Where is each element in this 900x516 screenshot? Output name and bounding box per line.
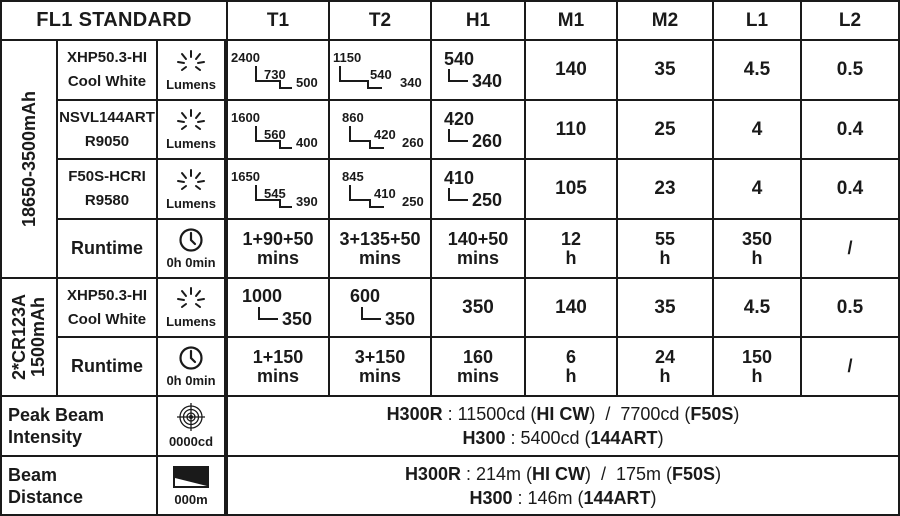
runtime-value: 350 [741,228,773,249]
t2-step-f50s-hcri [328,158,432,220]
beam-distance-line1 [405,462,721,486]
m1-value: 105 [524,158,618,220]
m1-value: 110 [524,99,618,160]
runtime-label: Runtime [56,336,158,397]
intensity-caption: 0000cd [168,434,214,449]
led-name: F50S [690,404,734,424]
t1-start: 1000 [242,286,283,306]
value-text: ) / 175m ( [585,463,673,484]
t2-mid: 410 [374,186,396,201]
mode-header-m1: M1 [524,0,618,41]
beam-distance-label-cell [0,455,158,516]
beam-distance-label-line1: Beam [8,464,58,485]
value-text: : 5400cd ( [505,428,591,448]
runtime-t1 [226,336,330,397]
runtime-m2 [616,218,714,279]
t2-start: 1150 [333,50,362,65]
runtime-l2: / [800,218,900,279]
beam-icon [173,465,209,489]
t2-step-nsvl144art [328,99,432,160]
runtime-l1 [712,218,802,279]
runtime-caption: 0h 0min [166,255,216,270]
beam-distance-label-line2: Distance [8,486,84,507]
led-name: 144ART [583,487,651,508]
lumens-caption: Lumens [166,195,216,211]
led-name: F50S [672,463,716,484]
runtime-unit: h [751,247,763,268]
runtime-value: 150 [741,346,773,367]
t1-mid: 545 [264,186,286,201]
runtime-caption: 0h 0min [166,373,216,388]
runtime-unit: mins [256,365,299,386]
model-name: H300 [469,487,513,508]
lumens-caption: Lumens [166,136,216,151]
runtime-unit: h [565,365,577,386]
runtime-h1 [430,218,526,279]
t2-step-cr123a [328,277,432,338]
led-tint: R9580 [84,192,130,209]
h1-step-nsvl144art [430,99,526,160]
beam-distance-values [226,455,900,516]
led-name: HI CW [532,463,585,484]
t2-step-xhp50-hi [328,39,432,101]
t1-end: 390 [296,194,318,209]
led-name: 144ART [590,428,658,448]
m2-value: 23 [616,158,714,220]
lumens-burst-icon [176,286,206,312]
value-text: ) [715,463,722,484]
lumens-burst-icon [176,168,206,194]
h1-end: 340 [472,71,503,91]
clock-icon-cell [156,218,226,279]
runtime-m2 [616,336,714,397]
l1-value: 4 [712,99,802,160]
runtime-value: 140+50 [447,228,509,249]
led-name: F50S-HCRI [68,168,146,185]
battery-label-line2: 1500mAh [28,296,49,378]
l2-value: 0.4 [800,158,900,220]
runtime-value: 12 [560,228,582,249]
mode-header-m2: M2 [616,0,714,41]
runtime-l1 [712,336,802,397]
t1-end: 350 [282,309,313,329]
target-icon [177,403,205,431]
model-name: H300 [462,428,506,448]
beam-distance-line2 [469,486,656,510]
h1-start: 420 [444,109,475,129]
m1-value: 140 [524,39,618,101]
battery-label-18650 [0,39,58,279]
value-text: ) [650,487,657,508]
t1-end: 500 [296,75,318,90]
lumens-icon-cell [156,99,226,160]
runtime-t2 [328,218,432,279]
value-text: ) [657,428,664,448]
t1-start: 2400 [231,50,260,65]
runtime-unit: h [659,247,671,268]
runtime-value: 6 [565,346,576,367]
h1-start: 540 [444,49,475,69]
h1-start: 410 [444,168,475,188]
t1-end: 400 [296,135,318,150]
battery-label-line1: 2*CR123A [9,293,30,381]
runtime-unit: mins [456,365,499,386]
model-name: H300R [404,463,461,484]
runtime-value: 55 [654,228,676,249]
lumens-caption: Lumens [166,314,216,329]
led-cell-xhp50-hi [56,39,158,101]
t1-step-nsvl144art [226,99,330,160]
h1-end: 250 [472,190,503,210]
runtime-value: 160 [462,346,494,367]
lumens-burst-icon [176,49,206,75]
peak-beam-label-line2: Intensity [8,427,83,447]
peak-beam-label-line1: Peak Beam [8,405,105,425]
t2-start: 845 [342,169,364,184]
runtime-unit: h [565,247,577,268]
t1-start: 1650 [231,169,260,184]
runtime-unit: h [751,365,763,386]
value-text: ) / 7700cd ( [589,404,691,424]
t1-start: 1600 [231,110,260,125]
table-title: FL1 STANDARD [0,0,228,41]
runtime-unit: mins [256,247,299,268]
h1-step-xhp50-hi [430,39,526,101]
clock-icon [178,345,204,371]
t2-end: 250 [402,194,424,209]
mode-header-t1: T1 [226,0,330,41]
t1-step-cr123a [226,277,330,338]
t2-start: 600 [350,286,381,306]
battery-label-text: 18650-3500mAh [19,90,39,228]
t1-step-f50s-hcri [226,158,330,220]
t2-start: 860 [342,110,364,125]
runtime-unit: mins [358,365,401,386]
clock-icon-cell [156,336,226,397]
l2-value: 0.4 [800,99,900,160]
mode-header-t2: T2 [328,0,432,41]
mode-header-h1: H1 [430,0,526,41]
led-name: XHP50.3-HI [66,49,148,66]
value-text: : 214m ( [460,463,532,484]
runtime-m1 [524,218,618,279]
led-tint: Cool White [67,310,147,328]
led-tint: Cool White [67,73,147,90]
value-text: : 146m ( [512,487,584,508]
led-tint: R9050 [84,132,130,150]
led-cell-cr123a-xhp50-hi [56,277,158,338]
target-icon-cell [156,395,226,457]
led-cell-f50s-hcri [56,158,158,220]
l2-value: 0.5 [800,39,900,101]
mode-header-l1: L1 [712,0,802,41]
l1-value: 4.5 [712,277,802,338]
h1-value: 350 [430,277,526,338]
runtime-unit: mins [358,247,401,268]
m1-value: 140 [524,277,618,338]
l1-value: 4.5 [712,39,802,101]
battery-label-text [10,294,48,380]
h1-step-f50s-hcri [430,158,526,220]
peak-beam-values [226,395,900,457]
led-name: NSVL144ART [59,108,155,126]
lumens-icon-cell [156,277,226,338]
runtime-value: 24 [654,346,676,367]
clock-icon [178,227,204,253]
led-cell-nsvl144art [56,99,158,160]
mode-header-l2: L2 [800,0,900,41]
runtime-unit: mins [456,247,499,268]
led-name: HI CW [536,404,590,424]
lumens-icon-cell [156,39,226,101]
led-name: XHP50.3-HI [66,286,148,304]
lumens-icon-cell [156,158,226,220]
value-text: : 11500cd ( [442,404,537,424]
peak-beam-label-cell [0,395,158,457]
battery-label-cr123a [0,277,58,397]
runtime-value: 3+135+50 [339,228,421,249]
m2-value: 35 [616,39,714,101]
runtime-label: Runtime [56,218,158,279]
t2-end: 350 [385,309,416,329]
runtime-value: 1+90+50 [242,228,314,249]
m2-value: 35 [616,277,714,338]
l1-value: 4 [712,158,802,220]
beam-icon-cell [156,455,226,516]
lumens-burst-icon [176,108,206,134]
t2-end: 260 [402,135,424,150]
runtime-t2 [328,336,432,397]
h1-end: 260 [472,131,503,151]
runtime-m1 [524,336,618,397]
t2-mid: 540 [370,67,392,82]
model-name: H300R [386,404,443,424]
runtime-value: 1+150 [252,346,304,367]
runtime-value: 3+150 [354,346,406,367]
m2-value: 25 [616,99,714,160]
runtime-unit: h [659,365,671,386]
peak-beam-line1 [387,402,740,426]
t1-mid: 560 [264,127,286,142]
t1-step-xhp50-hi [226,39,330,101]
l2-value: 0.5 [800,277,900,338]
t2-end: 340 [400,75,422,90]
t2-mid: 420 [374,127,396,142]
runtime-h1 [430,336,526,397]
peak-beam-line2 [462,426,663,450]
lumens-caption: Lumens [166,76,216,92]
runtime-l2: / [800,336,900,397]
value-text: ) [733,404,740,424]
runtime-t1 [226,218,330,279]
t1-mid: 730 [264,67,286,82]
distance-caption: 000m [174,491,208,507]
